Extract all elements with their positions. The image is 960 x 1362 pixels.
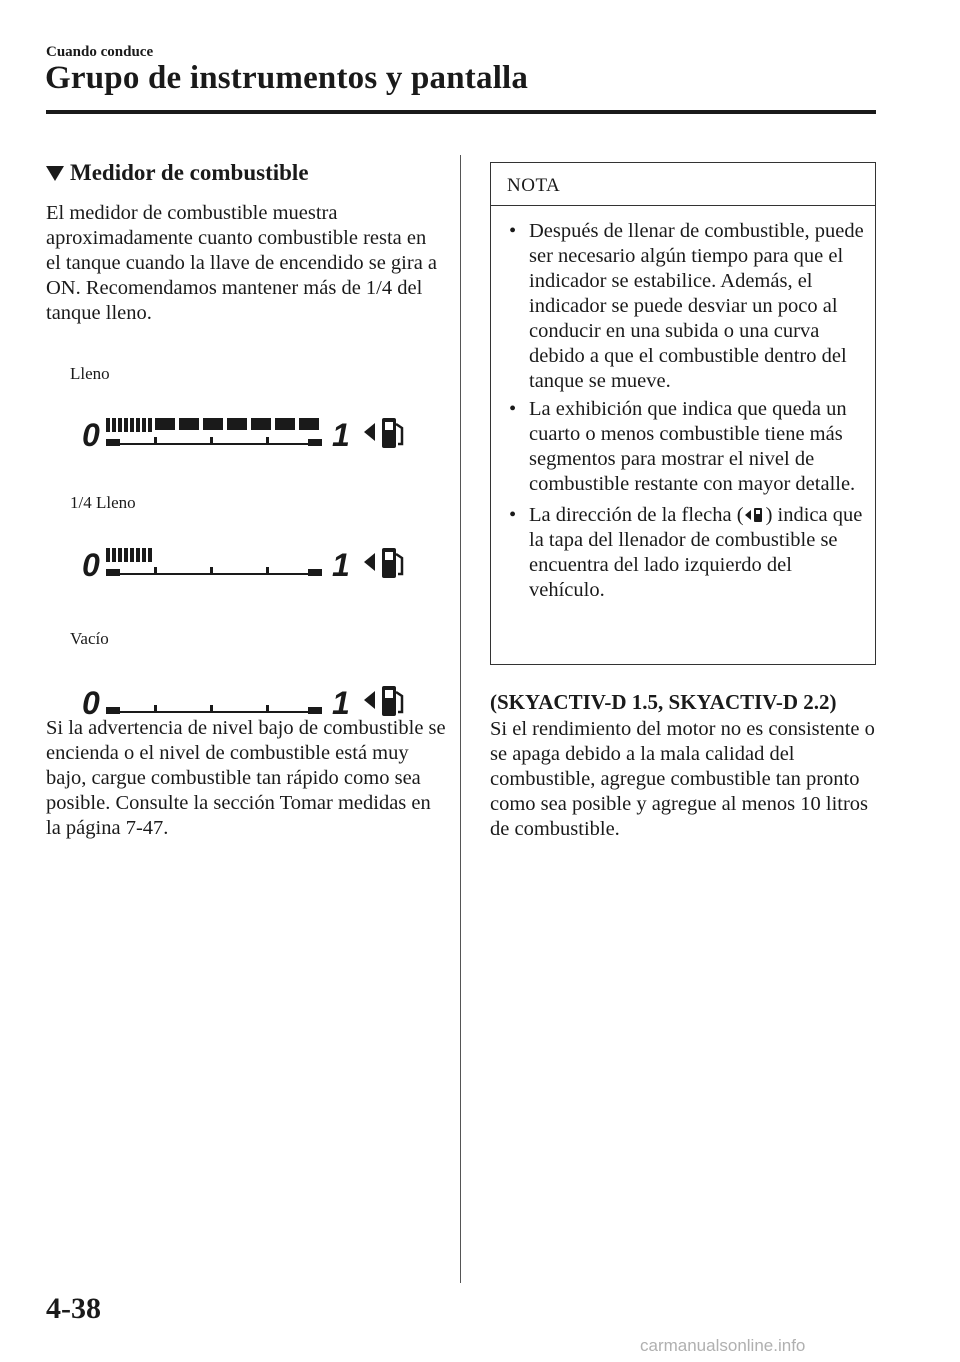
- bullet: •: [509, 398, 517, 420]
- gauge-baseline: [120, 443, 308, 445]
- chapter-title: Grupo de instrumentos y pantalla: [45, 60, 529, 96]
- nota-item: [505, 503, 865, 603]
- gauge-tick: [210, 437, 213, 444]
- gauge-segment: [106, 548, 110, 562]
- fuel-pump-window: [385, 422, 393, 430]
- bullet: •: [509, 220, 517, 242]
- gauge-tick: [266, 705, 269, 712]
- gauge-empty-end: [106, 569, 120, 576]
- fuel-pump-window: [385, 552, 393, 560]
- left-arrow-icon: [364, 691, 375, 709]
- fuel-pump-window: [385, 690, 393, 698]
- fuel-pump-icon: [382, 686, 402, 716]
- left-arrow-icon: [364, 423, 375, 441]
- column-divider: [460, 155, 461, 1283]
- nota-item-text-after: ) indica que la tapa del llenador de combustible se encuentra del lado izquierdo del vehículo.: [529, 504, 863, 601]
- gauge-segment: [130, 548, 134, 562]
- nota-item-text: Después de llenar de combustible, puede ser necesario algún tiempo para que el indicador se estabilice. Además, el indicador se puede desviar un poco al conducir en una subida o una curva debido a que el combustible dentro del tanque se mueve.: [529, 220, 864, 392]
- gauge-full-end: [308, 569, 322, 576]
- gauge-segment: [227, 418, 247, 430]
- gauge-segment: [118, 548, 122, 562]
- intro-paragraph: El medidor de combustible muestra aproximadamente cuanto combustible resta en el tanque cuando la llave de encendido se gira a ON. Recomendamos mantener más de 1/4 del tanque lleno.: [46, 202, 438, 324]
- section-heading-text: Medidor de combustible: [70, 160, 309, 185]
- warning-paragraph: Si la advertencia de nivel bajo de combustible se encienda o el nivel de combustible está muy bajo, cargue combustible tan rápido como sea posible. Consulte la sección Tomar medidas en la página 7-47.: [46, 717, 446, 839]
- fuel-pump-arrow-icon: [744, 506, 766, 524]
- gauge-label-empty: Vacío: [70, 629, 109, 648]
- nota-item: [505, 397, 865, 497]
- fuel-pump-hose: [396, 424, 402, 444]
- nota-title: NOTA: [507, 175, 561, 196]
- nota-item-text: La exhibición que indica que queda un cuarto o menos combustible tiene más segmentos para mostrar el nivel de combustible restante con mayor detalle.: [529, 398, 856, 495]
- gauge-segment: [136, 418, 140, 432]
- gauge-label-quarter: 1/4 Lleno: [70, 493, 136, 512]
- triangle-down-icon: [46, 166, 64, 181]
- fuel-pump-hose: [396, 554, 402, 574]
- gauge-tick: [210, 705, 213, 712]
- gauge-empty-end: [106, 707, 120, 714]
- gauge-tick: [266, 437, 269, 444]
- gauge-segment: [136, 548, 140, 562]
- nota-box: [490, 162, 876, 665]
- gauge-segment: [275, 418, 295, 430]
- gauge-segment: [179, 418, 199, 430]
- gauge-tick: [266, 567, 269, 574]
- gauge-segment: [118, 418, 122, 432]
- section-heading: [46, 160, 309, 186]
- nota-list: [505, 219, 865, 606]
- fuel-gauge-full: [80, 412, 420, 456]
- gauge-baseline: [120, 711, 308, 713]
- page-number: 4-38: [46, 1292, 101, 1325]
- gauge-label-full: Lleno: [70, 364, 110, 383]
- gauge-full-end: [308, 707, 322, 714]
- gauge-max-label: 1: [332, 547, 350, 583]
- gauge-tick: [154, 567, 157, 574]
- gauge-segment: [155, 418, 175, 430]
- gauge-full-end: [308, 439, 322, 446]
- watermark: carmanualsonline.info: [640, 1336, 806, 1355]
- gauge-tick: [210, 567, 213, 574]
- gauge-tick: [154, 437, 157, 444]
- gauge-segment: [130, 418, 134, 432]
- fuel-gauge-quarter: [80, 542, 420, 586]
- gauge-segment: [142, 418, 146, 432]
- section-label: Cuando conduce: [46, 44, 154, 60]
- left-arrow-icon: [364, 553, 375, 571]
- nota-divider: [491, 205, 875, 206]
- gauge-segment: [112, 418, 116, 432]
- gauge-segment: [142, 548, 146, 562]
- gauge-segment: [124, 548, 128, 562]
- bullet: •: [509, 504, 517, 526]
- gauge-empty-end: [106, 439, 120, 446]
- gauge-min-label: 0: [82, 685, 100, 721]
- gauge-segment: [106, 418, 110, 432]
- gauge-segment: [148, 418, 152, 432]
- gauge-segment: [124, 418, 128, 432]
- gauge-min-label: 0: [82, 547, 100, 583]
- gauge-baseline: [120, 573, 308, 575]
- gauge-min-label: 0: [82, 417, 100, 453]
- gauge-max-label: 1: [332, 685, 350, 721]
- gauge-segment: [148, 548, 152, 562]
- gauge-tick: [154, 705, 157, 712]
- fuel-pump-icon: [382, 548, 402, 578]
- gauge-segment: [251, 418, 271, 430]
- skyactiv-paragraph: Si el rendimiento del motor no es consistente o se apaga debido a la mala calidad del combustible, agregue combustible tan pronto como sea posible y agregue al menos 10 litros de combustible.: [490, 718, 875, 840]
- nota-item-text-before: La dirección de la flecha (: [529, 504, 744, 526]
- nota-item: [505, 219, 865, 394]
- gauge-segment: [112, 548, 116, 562]
- skyactiv-heading: (SKYACTIV-D 1.5, SKYACTIV-D 2.2): [490, 690, 837, 714]
- gauge-segment: [299, 418, 319, 430]
- fuel-pump-icon: [382, 418, 402, 448]
- fuel-pump-hose: [396, 692, 402, 712]
- gauge-max-label: 1: [332, 417, 350, 453]
- gauge-segment: [203, 418, 223, 430]
- header-rule: [46, 110, 876, 114]
